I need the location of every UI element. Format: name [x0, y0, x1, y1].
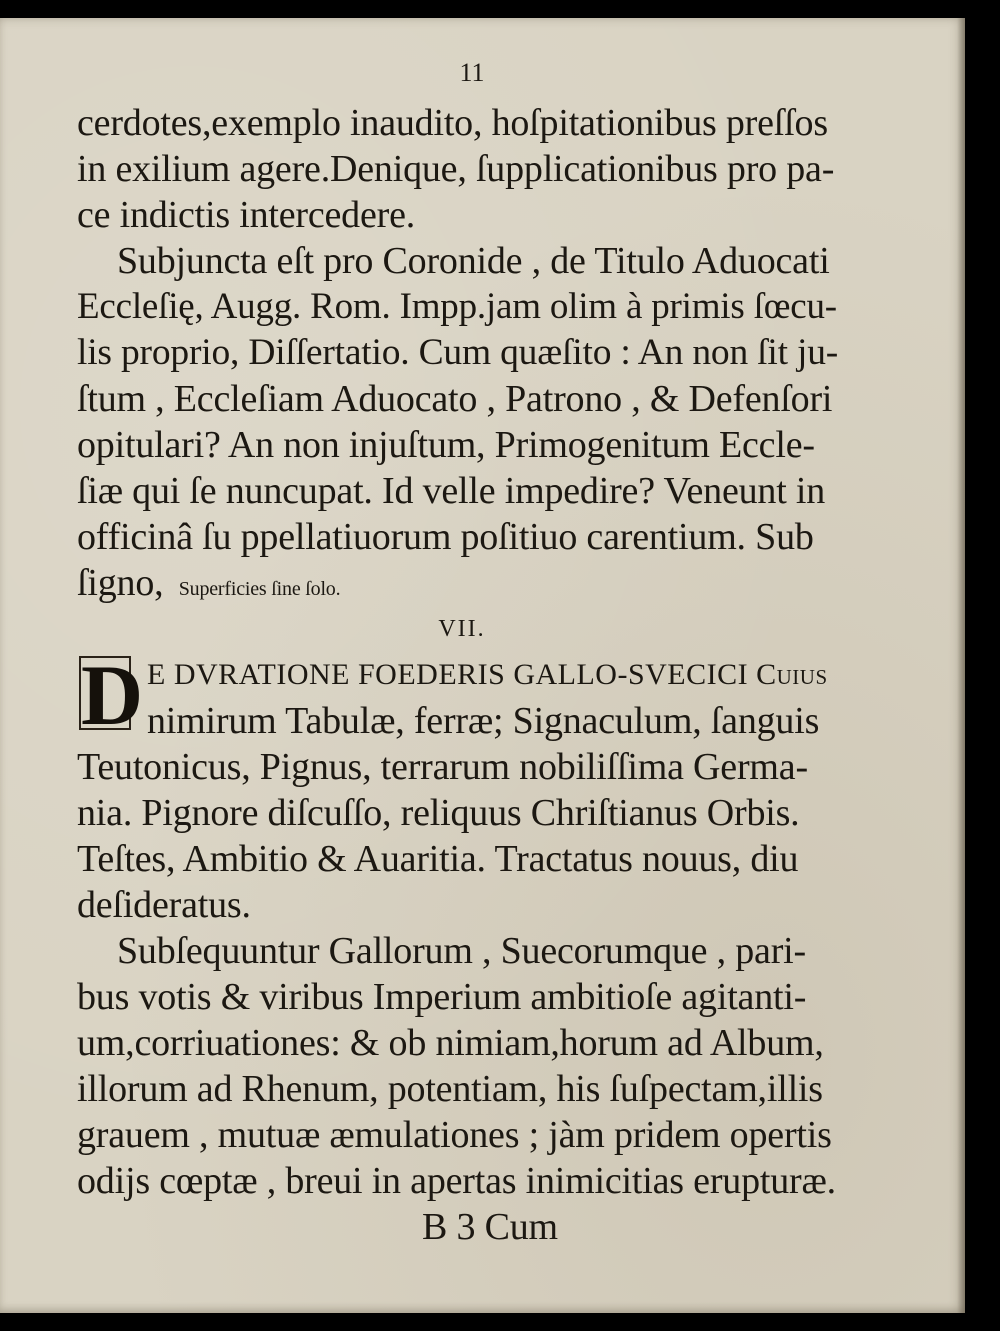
text-line: ce indictis intercedere. [77, 194, 416, 236]
text-line: Teutonicus, Pignus, terrarum nobiliſſima Germa- [77, 746, 808, 788]
text-line: officinâ ſu ppellatiuorum poſitiuo carentium. Sub [77, 516, 814, 558]
catchword: Cum [484, 1206, 558, 1248]
text-line: cerdotes,exemplo inaudito, hoſpitationibus preſſos [77, 102, 828, 144]
drop-cap: D [81, 647, 144, 743]
text-line: ſiæ qui ſe nuncupat. Id velle impedire? Veneunt in [77, 470, 826, 512]
text-line: Eccleſię, Augg. Rom. Impp.jam olim à primis ſœcu- [77, 286, 837, 327]
signature-line [77, 1204, 847, 1250]
sign-tail: Superficies ſine ſolo. [178, 578, 341, 600]
paragraph-1 [77, 100, 847, 238]
page-text [77, 60, 847, 1250]
paragraph-4 [77, 928, 847, 1204]
text-line: ſtum , Eccleſiam Aduocato , Patrono , & Defenſori [77, 378, 833, 420]
text-line: nia. Pignore diſcuſſo, reliquus Chriſtianus Orbis. [77, 792, 800, 834]
section-number: VII. [438, 616, 486, 642]
text-line: nimirum Tabulæ, ferræ; Signaculum, ſanguis [147, 700, 820, 742]
text-line: in exilium agere.Denique, ſupplicationibus pro pa- [77, 148, 835, 190]
paragraph-2 [77, 238, 847, 606]
text-line: deſideratus. [77, 884, 251, 926]
text-line: Teſtes, Ambitio & Auaritia. Tractatus nouus, diu [77, 838, 799, 880]
signature-mark: B 3 [422, 1206, 476, 1248]
text-line: bus votis & viribus Imperium ambitioſe agitanti- [77, 976, 807, 1018]
text-line: Subjuncta eſt pro Coronide , de Titulo Aduocati [117, 240, 830, 282]
text-line: E DVRATIONE FOEDERIS GALLO-SVECICI Cuius [147, 658, 828, 691]
text-line: grauem , mutuæ æmulationes ; jàm pridem opertis [77, 1114, 832, 1156]
sign-line [77, 560, 847, 606]
text-line: um,corriuationes: & ob nimiam,horum ad Album, [77, 1022, 824, 1064]
page-number: 11 [459, 58, 485, 87]
page-edge-shadow [957, 18, 965, 1313]
text-line: Subſequuntur Gallorum , Suecorumque , pari- [117, 930, 806, 972]
book-page [0, 18, 965, 1313]
text-line: opitulari? An non injuſtum, Primogenitum Eccle- [77, 424, 815, 466]
sign-word: ſigno, [77, 562, 164, 604]
text-line: odijs cœptæ , breui in apertas inimicitias erupturæ. [77, 1160, 836, 1202]
text-line: illorum ad Rhenum, potentiam, his ſuſpectam,illis [77, 1068, 823, 1110]
text-line: lis proprio, Diſſertatio. Cum quæſito : An non ſit ju- [77, 332, 839, 373]
paragraph-3 [77, 647, 847, 928]
